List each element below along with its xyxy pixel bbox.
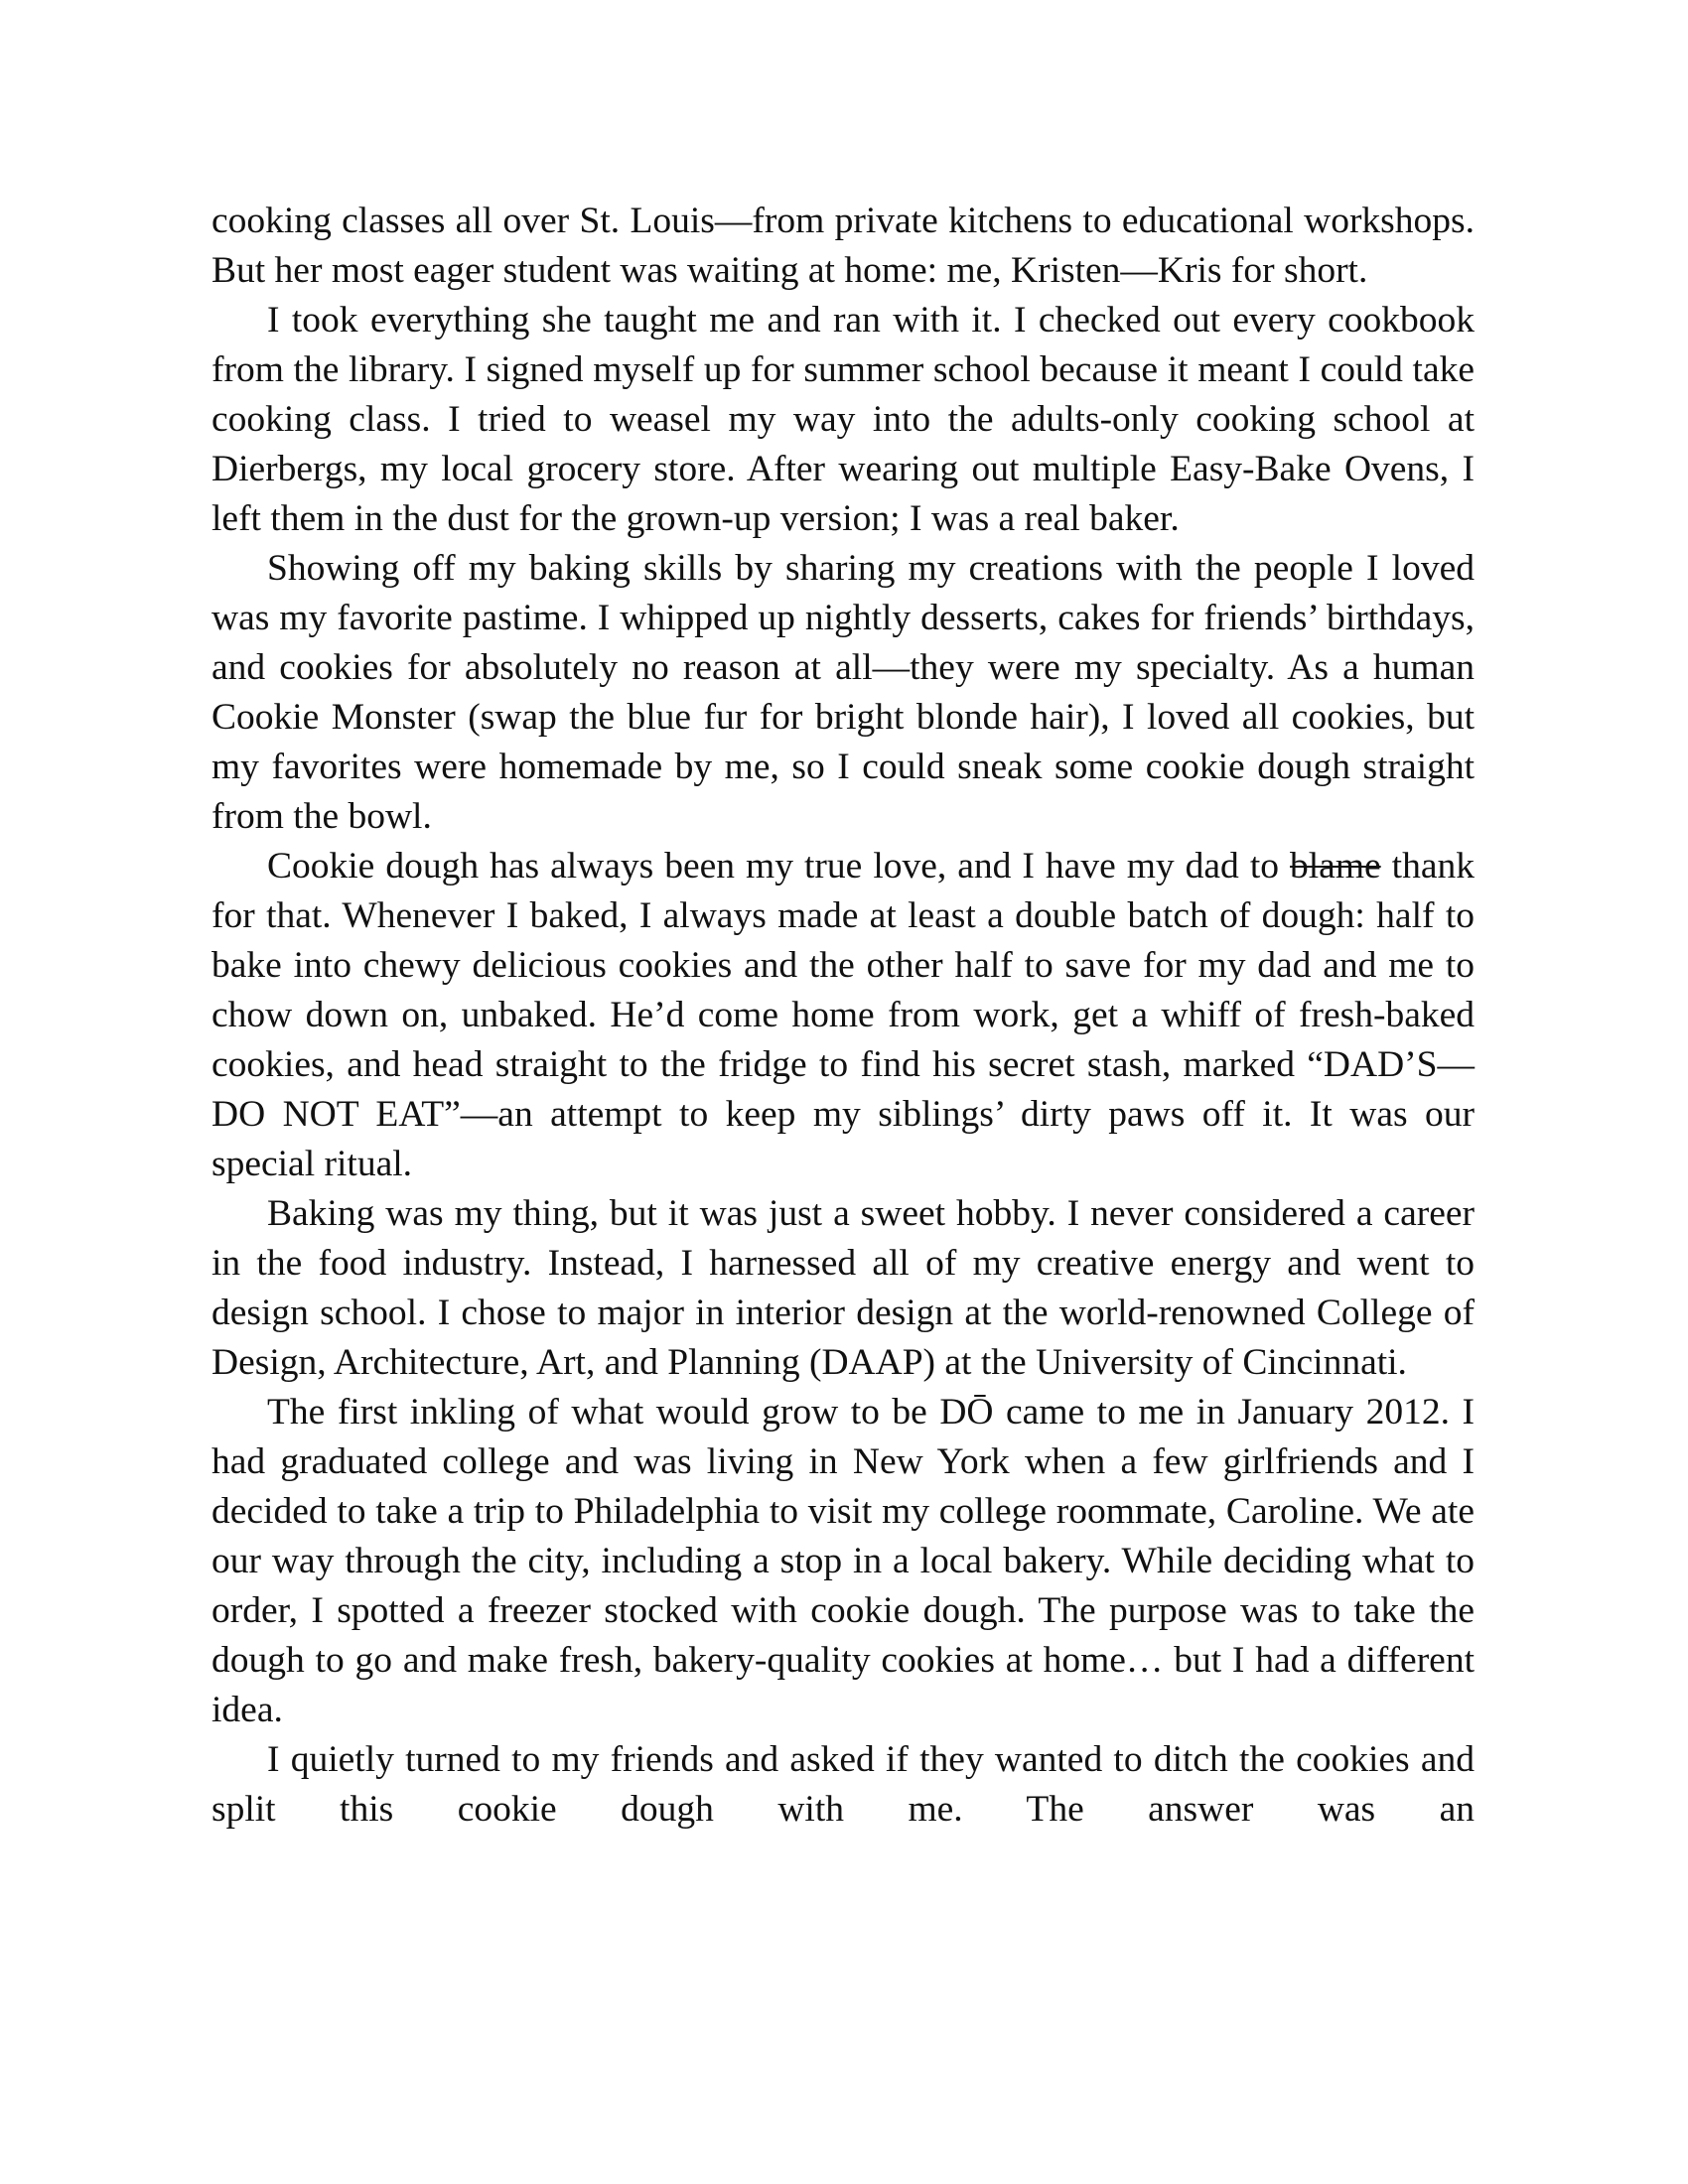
paragraph-6: The first inkling of what would grow to be DŌ came to me in January 2012. I had graduated college and was living in New York when a few girlfriends and I decided to take a trip to Philadelphia to visit my college roommate, Caroline. We ate our way through the city, including a stop in a local bakery. While deciding what to order, I spotted a freezer stocked with cookie dough. The purpose was to take the dough to go and make fresh, bakery-quality cookies at home… but I had a different idea. [211,1392,1475,1730]
page-body [211,197,1475,1835]
paragraph-5: Baking was my thing, but it was just a sweet hobby. I never considered a career in the food industry. Instead, I harnessed all of my creative energy and went to design school. I chose to major in interior design at the world-renowned College of Design, Architecture, Art, and Planning (DAAP) at the University of Cincinnati. [211,1193,1475,1383]
paragraph-4-text-after: thank for that. Whenever I baked, I always made at least a double batch of dough: half to bake into chewy delicious cookies and the other half to save for my dad and me to chow down on, unbaked. He’d come home from work, get a whiff of fresh-baked cookies, and head straight to the fridge to find his secret stash, marked “DAD’S—DO NOT EAT”—an attempt to keep my siblings’ dirty paws off it. It was our special ritual. [211,846,1475,1184]
paragraph-3: Showing off my baking skills by sharing my creations with the people I loved was my favorite pastime. I whipped up nightly desserts, cakes for friends’ birthdays, and cookies for absolutely no reason at all—they were my specialty. As a human Cookie Monster (swap the blue fur for bright blonde hair), I loved all cookies, but my favorites were homemade by me, so I could sneak some cookie dough straight from the bowl. [211,548,1475,837]
struck-through-word: blame [1290,846,1381,887]
paragraph-2: I took everything she taught me and ran with it. I checked out every cookbook from the library. I signed myself up for summer school because it meant I could take cooking class. I tried to weasel my way into the adults-only cooking school at Dierbergs, my local grocery store. After wearing out multiple Easy-Bake Ovens, I left them in the dust for the grown-up version; I was a real baker. [211,300,1475,539]
paragraph-4 [211,842,1475,1189]
paragraph-7: I quietly turned to my friends and asked if they wanted to ditch the cookies and split this cookie dough with me. The answer was an [211,1739,1475,1830]
paragraph-1: cooking classes all over St. Louis—from private kitchens to educational workshops. But her most eager student was waiting at home: me, Kristen—Kris for short. [211,201,1475,291]
paragraph-4-text-before: Cookie dough has always been my true love, and I have my dad to [267,846,1291,887]
